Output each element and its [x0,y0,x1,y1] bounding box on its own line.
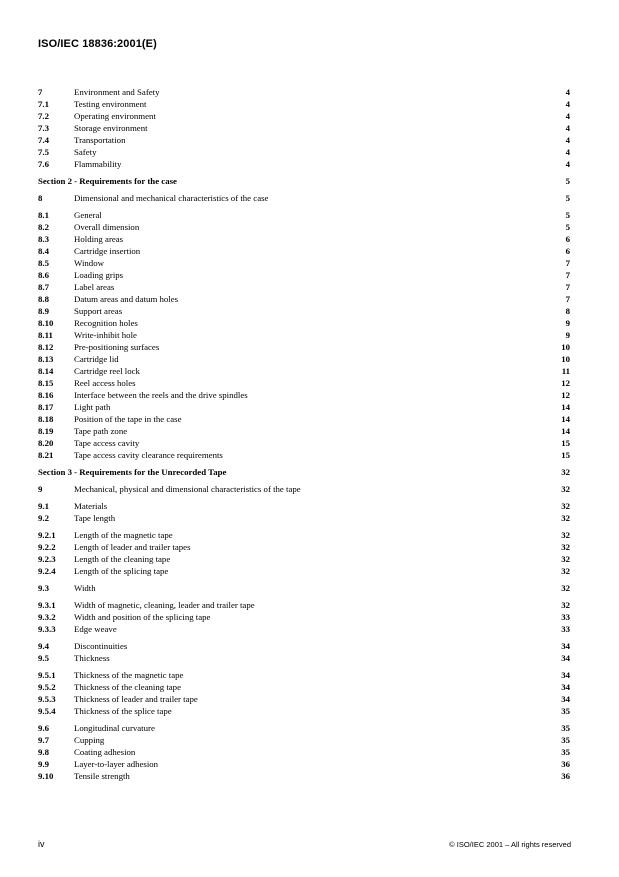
toc-entry-number: 9.10 [38,771,54,781]
toc-entry-title: Pre-positioning surfaces [74,342,160,352]
toc-entry-number: 9.2.2 [38,542,56,552]
toc-entry-title: Tape access cavity [74,438,140,448]
toc-entry-title: Width [74,583,96,593]
toc-entry-page: 15 [561,450,570,460]
toc-entry-page: 7 [565,258,570,268]
toc-entry-number: 9.3.3 [38,624,56,634]
toc-entry-page: 15 [561,438,570,448]
toc-entry-page: 7 [565,282,570,292]
toc-entry-number: 9.5.4 [38,706,56,716]
toc-entry-number: 8.8 [38,294,49,304]
toc-entry[interactable] [38,681,570,693]
toc-entry-page: 34 [561,694,570,704]
toc-entry-page: 4 [565,135,570,145]
toc-entry[interactable] [38,377,570,389]
toc-entry-number: 7 [38,87,43,97]
toc-entry-number: 9.2 [38,513,49,523]
toc-entry-title: Thickness of leader and trailer tape [74,694,198,704]
toc-entry-page: 6 [565,246,570,256]
toc-entry[interactable] [38,365,570,377]
toc-entry-page: 34 [561,682,570,692]
toc-entry-title: Thickness of the magnetic tape [74,670,184,680]
toc-entry-title: Thickness of the splice tape [74,706,172,716]
toc-entry-title: Cartridge lid [74,354,119,364]
toc-entry-number: 7.1 [38,99,49,109]
toc-entry[interactable] [38,353,570,365]
toc-entry-number: 8.16 [38,390,54,400]
toc-entry-page: 14 [561,426,570,436]
toc-entry-number: 9.9 [38,759,49,769]
toc-entry-number: 9.5 [38,653,49,663]
toc-entry-number: 8.6 [38,270,49,280]
toc-entry-number: 9.5.2 [38,682,56,692]
toc-entry-number: 8.14 [38,366,54,376]
toc-entry-title: Mechanical, physical and dimensional characteristics of the tape [74,484,301,494]
toc-entry-title: Operating environment [74,111,156,121]
toc-entry-title: Safety [74,147,97,157]
toc-entry-title: Width of magnetic, cleaning, leader and trailer tape [74,600,255,610]
toc-entry-title: Loading grips [74,270,124,280]
toc-entry-number: 8.4 [38,246,49,256]
toc-entry-page: 32 [561,501,570,511]
toc-entry[interactable] [38,582,570,594]
toc-entry-number: 9 [38,484,43,494]
toc-entry[interactable] [38,122,570,134]
toc-entry[interactable] [38,413,570,425]
toc-entry-title: Position of the tape in the case [74,414,182,424]
toc-entry[interactable] [38,599,570,611]
toc-entry[interactable] [38,734,570,746]
toc-entry-title: Recognition holes [74,318,138,328]
toc-entry-title: Cartridge insertion [74,246,141,256]
toc-entry-number: 7.2 [38,111,49,121]
toc-entry-title: Reel access holes [74,378,136,388]
toc-entry[interactable] [38,341,570,353]
toc-entry-page: 4 [565,87,570,97]
toc-entry[interactable] [38,652,570,664]
toc-entry[interactable] [38,221,570,233]
toc-entry[interactable] [38,623,570,635]
toc-entry[interactable] [38,317,570,329]
toc-entry[interactable] [38,134,570,146]
toc-entry[interactable] [38,483,570,495]
toc-entry[interactable] [38,770,570,782]
toc-entry-page: 14 [561,414,570,424]
toc-entry-title: Interface between the reels and the drive spindles [74,390,248,400]
toc-entry-page: 32 [561,542,570,552]
toc-entry-number: 9.3.1 [38,600,56,610]
toc-entry-number: 8.21 [38,450,54,460]
toc-entry-page: 34 [561,641,570,651]
toc-entry[interactable] [38,146,570,158]
toc-entry-title: Cartridge reel lock [74,366,140,376]
toc-entry[interactable] [38,389,570,401]
toc-entry-number: 9.8 [38,747,49,757]
toc-entry-page: 9 [565,330,570,340]
toc-entry-title: Overall dimension [74,222,140,232]
toc-entry-title: Coating adhesion [74,747,136,757]
toc-entry-title: Tape length [74,513,116,523]
toc-entry-page: 7 [565,294,570,304]
toc-entry[interactable] [38,758,570,770]
toc-entry-title: Length of leader and trailer tapes [74,542,191,552]
toc-entry-page: 9 [565,318,570,328]
toc-entry-page: 4 [565,111,570,121]
toc-entry-number: 9.3.2 [38,612,56,622]
toc-entry[interactable] [38,553,570,565]
toc-entry-number: 8 [38,193,43,203]
toc-entry-number: 8.11 [38,330,53,340]
toc-entry[interactable] [38,437,570,449]
toc-entry-number: 8.9 [38,306,49,316]
toc-entry-title: Datum areas and datum holes [74,294,179,304]
toc-entry-number: 8.20 [38,438,54,448]
toc-entry-title: Tensile strength [74,771,130,781]
toc-entry-title: Length of the splicing tape [74,566,169,576]
toc-entry-number: 8.3 [38,234,49,244]
toc-entry-page: 7 [565,270,570,280]
toc-entry-title: Layer-to-layer adhesion [74,759,159,769]
toc-entry-number: 8.10 [38,318,54,328]
toc-entry[interactable] [38,158,570,170]
toc-entry-number: 8.12 [38,342,54,352]
toc-entry-page: 34 [561,653,570,663]
toc-section-title: Section 2 - Requirements for the case [38,176,177,186]
toc-entry-page: 12 [561,378,570,388]
toc-entry[interactable] [38,86,570,98]
toc-entry-page: 4 [565,99,570,109]
toc-entry[interactable] [38,245,570,257]
toc-entry-title: Cupping [74,735,105,745]
toc-entry-number: 7.4 [38,135,49,145]
toc-entry-number: 9.2.3 [38,554,56,564]
toc-entry-page: 5 [565,210,570,220]
toc-entry-title: Storage environment [74,123,148,133]
toc-entry-page: 11 [561,366,570,376]
toc-entry[interactable] [38,512,570,524]
toc-entry[interactable] [38,611,570,623]
toc-entry-number: 9.5.3 [38,694,56,704]
toc-entry-title: Flammability [74,159,122,169]
toc-entry-title: Thickness [74,653,110,663]
toc-entry[interactable] [38,257,570,269]
toc-entry-number: 8.13 [38,354,54,364]
toc-entry-page: 36 [561,759,570,769]
toc-section-title: Section 3 - Requirements for the Unrecorded Tape [38,467,227,477]
toc-entry-title: Thickness of the cleaning tape [74,682,181,692]
toc-entry[interactable] [38,705,570,717]
toc-entry[interactable] [38,269,570,281]
toc-entry[interactable] [38,529,570,541]
toc-entry-title: Transportation [74,135,126,145]
toc-entry-number: 9.1 [38,501,49,511]
toc-entry-page: 4 [565,147,570,157]
document-id-header: ISO/IEC 18836:2001(E) [38,38,157,50]
toc-entry-title: General [74,210,102,220]
toc-entry[interactable] [38,425,570,437]
toc-entry-page: 34 [561,670,570,680]
toc-entry[interactable] [38,281,570,293]
toc-entry-page: 10 [561,342,570,352]
toc-entry-number: 9.7 [38,735,49,745]
toc-entry[interactable] [38,640,570,652]
toc-entry-page: 32 [561,484,570,494]
toc-entry-page: 33 [561,624,570,634]
toc-entry-page: 32 [561,566,570,576]
toc-entry-title: Write-inhibit hole [74,330,137,340]
toc-entry-number: 8.1 [38,210,49,220]
toc-entry-number: 9.2.1 [38,530,56,540]
toc-entry-page: 12 [561,390,570,400]
copyright-notice: © ISO/IEC 2001 – All rights reserved [449,840,571,849]
toc-entry-title: Testing environment [74,99,147,109]
toc-entry-page: 32 [561,554,570,564]
table-of-contents [38,86,570,782]
toc-entry-title: Tape path zone [74,426,128,436]
toc-entry-title: Length of the magnetic tape [74,530,173,540]
toc-section-heading[interactable] [38,175,570,187]
toc-entry-page: 5 [565,176,570,186]
toc-entry-page: 6 [565,234,570,244]
toc-entry-title: Holding areas [74,234,124,244]
toc-entry-title: Tape access cavity clearance requirements [74,450,223,460]
toc-entry[interactable] [38,722,570,734]
toc-entry-page: 14 [561,402,570,412]
toc-entry-number: 9.6 [38,723,49,733]
toc-entry-number: 8.2 [38,222,49,232]
toc-entry-number: 8.19 [38,426,54,436]
toc-entry-page: 5 [565,222,570,232]
toc-section-heading[interactable] [38,466,570,478]
toc-entry-page: 36 [561,771,570,781]
toc-entry[interactable] [38,305,570,317]
toc-entry-page: 4 [565,123,570,133]
toc-entry[interactable] [38,110,570,122]
toc-entry-number: 7.5 [38,147,49,157]
toc-entry-page: 32 [561,583,570,593]
toc-entry[interactable] [38,565,570,577]
toc-entry-page: 35 [561,706,570,716]
toc-entry-number: 9.4 [38,641,49,651]
page-number: iv [38,839,45,849]
toc-entry-page: 10 [561,354,570,364]
toc-entry-number: 9.5.1 [38,670,56,680]
toc-entry-title: Light path [74,402,111,412]
toc-entry-title: Label areas [74,282,115,292]
toc-entry-title: Length of the cleaning tape [74,554,171,564]
toc-entry[interactable] [38,233,570,245]
toc-entry-page: 33 [561,612,570,622]
toc-entry-page: 35 [561,747,570,757]
toc-entry-number: 7.3 [38,123,49,133]
toc-entry[interactable] [38,209,570,221]
toc-entry-number: 8.7 [38,282,49,292]
toc-entry-page: 32 [561,530,570,540]
toc-entry-page: 5 [565,193,570,203]
toc-entry-page: 8 [565,306,570,316]
toc-entry[interactable] [38,293,570,305]
toc-entry[interactable] [38,500,570,512]
toc-entry-page: 32 [561,467,570,477]
toc-entry-page: 4 [565,159,570,169]
toc-entry-title: Window [74,258,104,268]
toc-entry[interactable] [38,746,570,758]
toc-entry-title: Width and position of the splicing tape [74,612,211,622]
toc-entry-title: Longitudinal curvature [74,723,155,733]
toc-entry[interactable] [38,98,570,110]
toc-entry-number: 9.2.4 [38,566,56,576]
toc-entry-page: 35 [561,723,570,733]
toc-entry-title: Discontinuities [74,641,128,651]
toc-entry-number: 8.18 [38,414,54,424]
toc-entry[interactable] [38,192,570,204]
toc-entry-number: 8.5 [38,258,49,268]
toc-entry-title: Support areas [74,306,123,316]
toc-entry[interactable] [38,401,570,413]
toc-entry[interactable] [38,693,570,705]
toc-entry[interactable] [38,541,570,553]
toc-entry-number: 9.3 [38,583,49,593]
toc-entry[interactable] [38,329,570,341]
toc-entry-number: 8.15 [38,378,54,388]
toc-entry-title: Environment and Safety [74,87,160,97]
toc-entry-page: 32 [561,600,570,610]
toc-entry-title: Dimensional and mechanical characteristics of the case [74,193,269,203]
toc-entry[interactable] [38,449,570,461]
toc-entry-page: 32 [561,513,570,523]
toc-entry-title: Materials [74,501,108,511]
toc-entry-title: Edge weave [74,624,117,634]
toc-entry-number: 8.17 [38,402,54,412]
toc-entry-number: 7.6 [38,159,49,169]
toc-entry[interactable] [38,669,570,681]
toc-entry-page: 35 [561,735,570,745]
